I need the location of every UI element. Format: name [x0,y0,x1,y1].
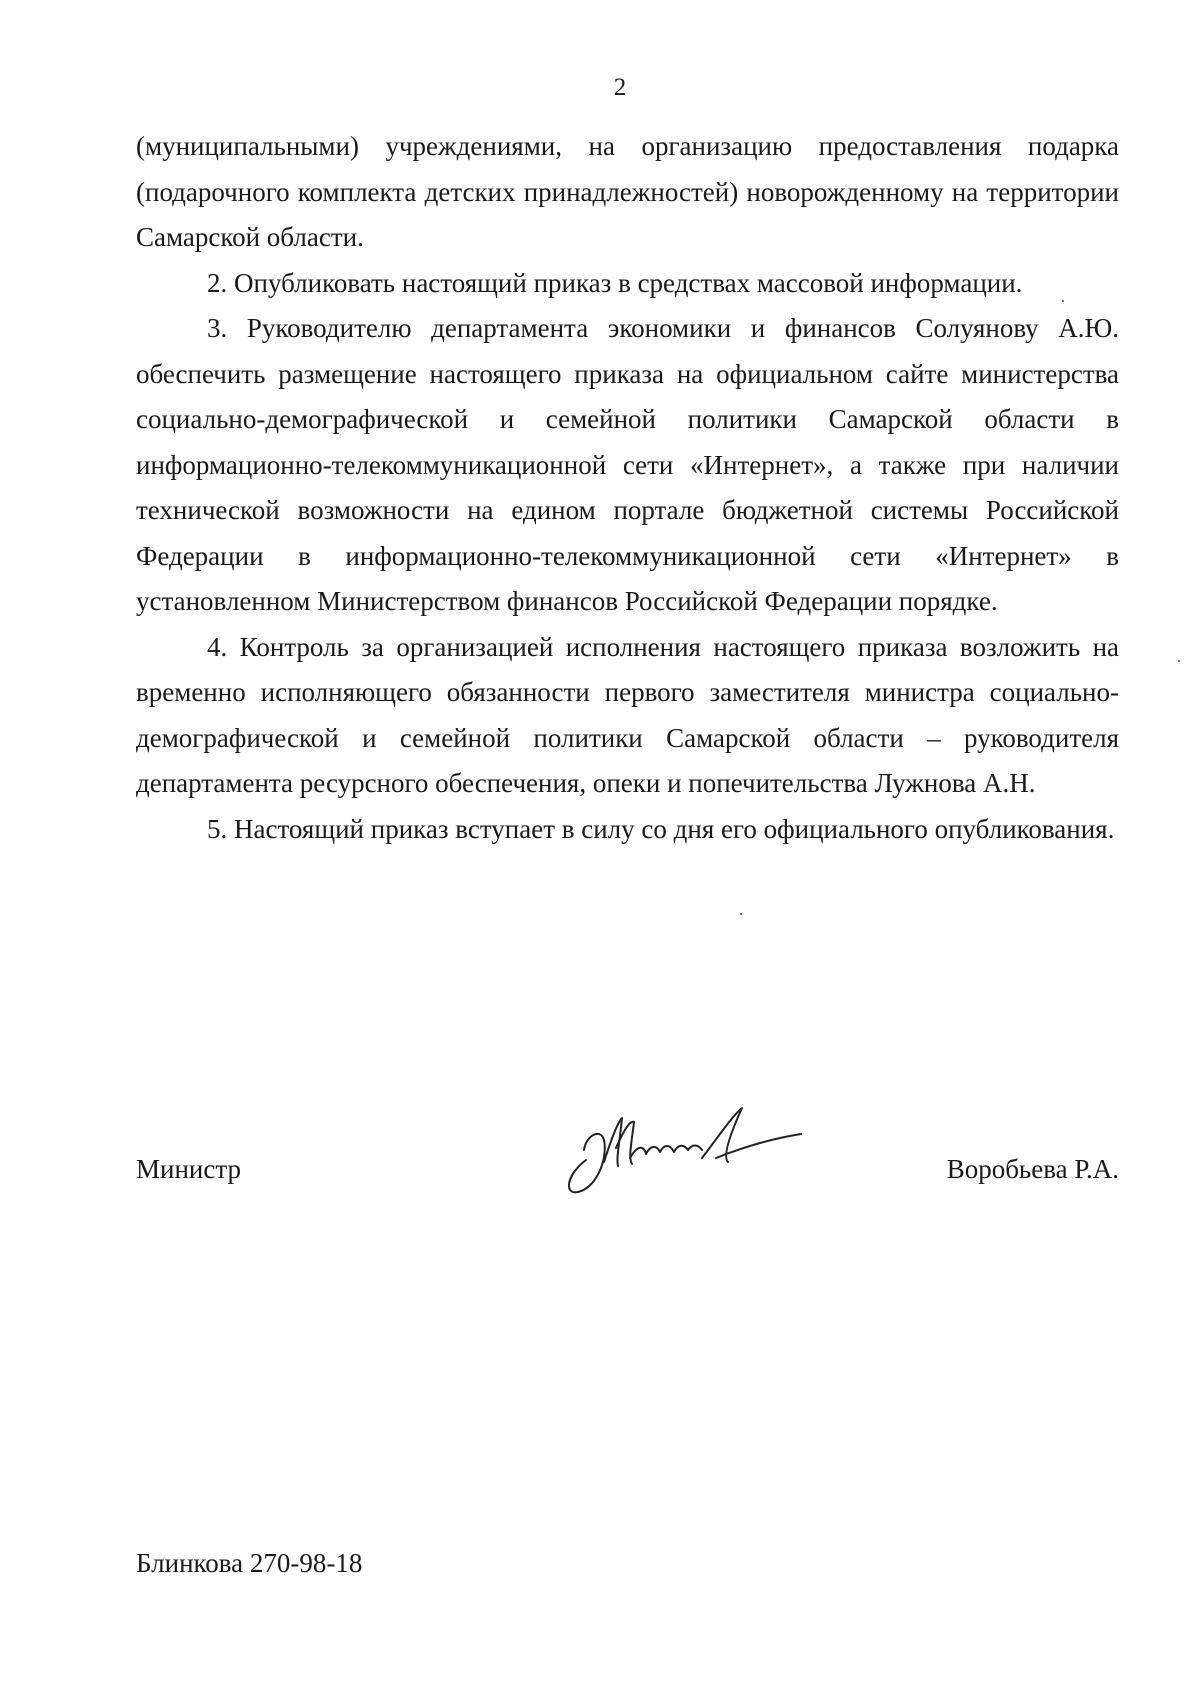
paragraph-continuation: (муниципальными) учреждениями, на организацию предоставления подарка (подарочного комплекта детских принадлежностей) новорожденному на территории Самарской области. [136,131,1119,252]
page-number: 2 [613,74,627,101]
document-body [136,124,1119,852]
executor-contact: Блинкова 270-98-18 [136,1548,363,1578]
paragraph-item-4: 4. Контроль за организацией исполнения настоящего приказа возложить на временно исполняющего обязанности первого заместителя министра социально-демографической и семейной политики Самарской области – руководителя департамента ресурсного обеспечения, опеки и попечительства Лужнова А.Н. [136,631,1119,798]
scan-speck [1178,660,1180,662]
scan-speck [1062,300,1064,302]
paragraph-item-2: 2. Опубликовать настоящий приказ в средствах массовой информации. [207,267,1023,298]
paragraph-item-3: 3. Руководителю департамента экономики и финансов Солуянову А.Ю. обеспечить размещение настоящего приказа на официальном сайте министерства социально-демографической и семейной политики Самарской области в информационно-телекоммуникационной сети «Интернет», а также при наличии технической возможности на едином портале бюджетной системы Российской Федерации в информационно-телекоммуникационной сети «Интернет» в установленном Министерством финансов Российской Федерации порядке. [136,313,1119,616]
signatory-title: Министр [136,1154,241,1184]
handwritten-signature [556,1100,806,1200]
scan-speck [740,913,742,915]
signatory-name: Воробьева Р.А. [946,1154,1119,1184]
paragraph-item-5: 5. Настоящий приказ вступает в силу со дня его официального опубликования. [207,813,1115,844]
signature-block [136,1118,1119,1218]
